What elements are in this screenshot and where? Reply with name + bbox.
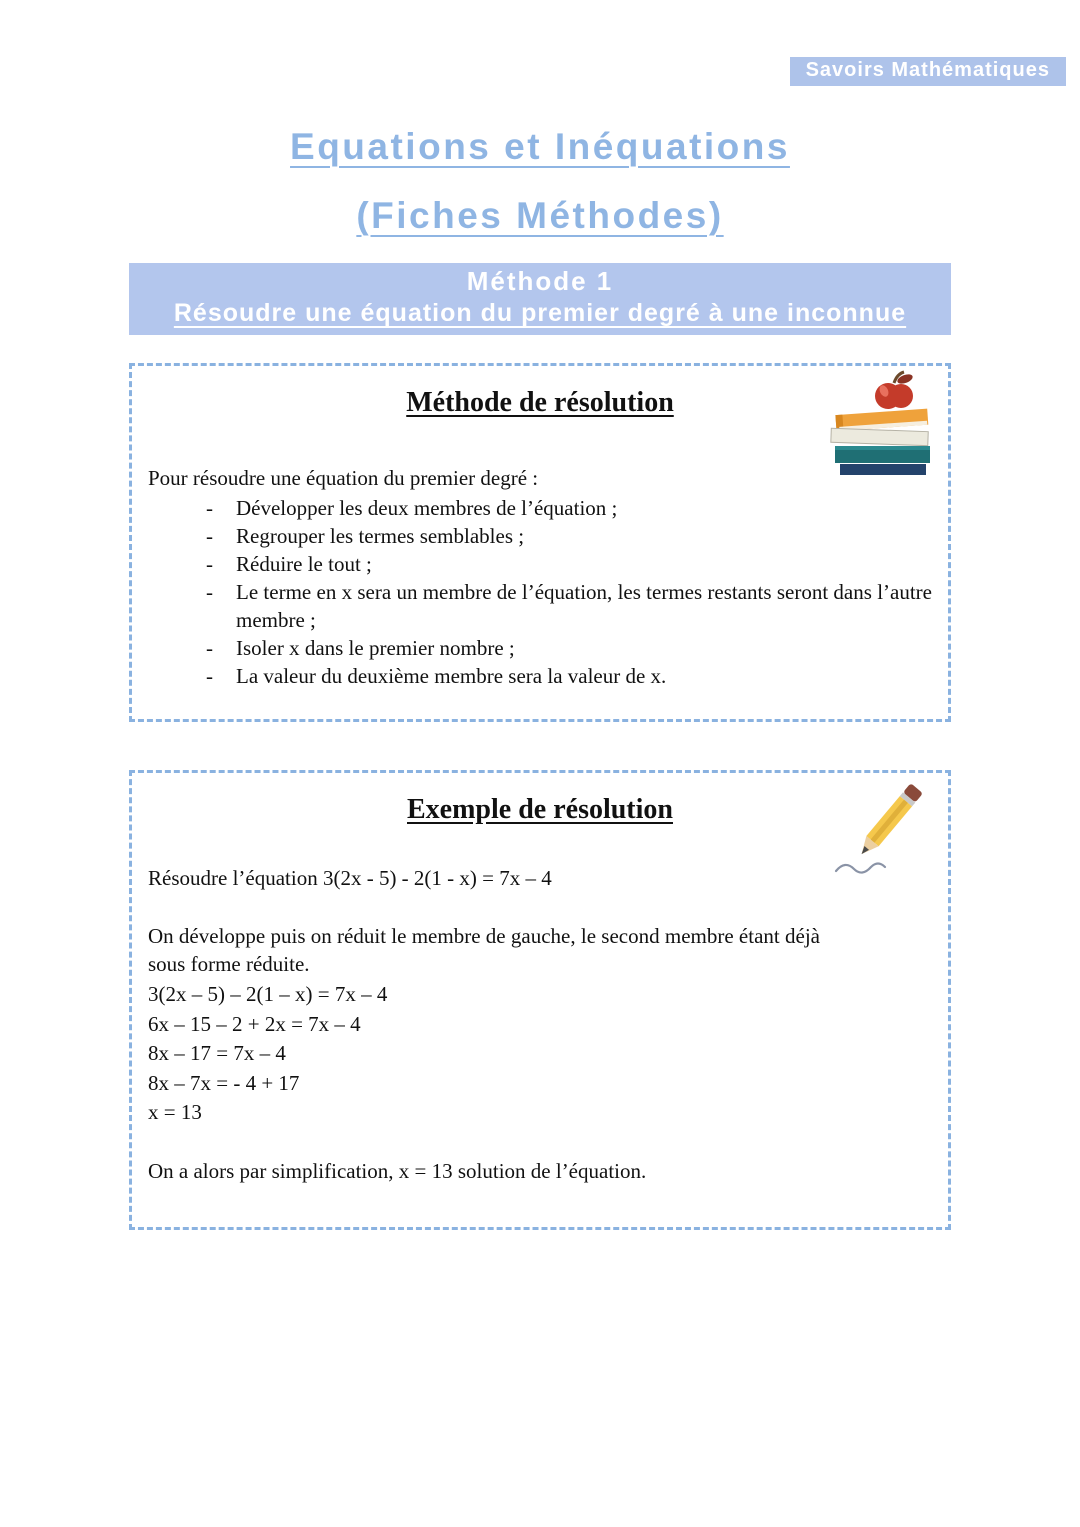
dash-marker: -: [206, 495, 213, 520]
dash-marker: -: [206, 523, 213, 548]
page-title-line2: (Fiches Méthodes): [356, 195, 724, 236]
method-intro: Pour résoudre une équation du premier degré :: [148, 465, 539, 490]
example-problem: Résoudre l’équation 3(2x - 5) - 2(1 - x) = 7x – 4: [148, 866, 552, 891]
page-title-line1: Equations et Inéquations: [290, 126, 790, 167]
method-list-item: [148, 634, 932, 662]
method-list-item-text: Isoler x dans le premier nombre ;: [236, 636, 515, 661]
method-list-item: [148, 550, 932, 578]
dash-marker: -: [206, 580, 213, 605]
method-list-item-text: Réduire le tout ;: [236, 551, 372, 576]
example-conclusion: On a alors par simplification, x = 13 solution de l’équation.: [148, 1159, 647, 1184]
method-list-item-text: Développer les deux membres de l’équation ;: [236, 495, 618, 520]
brand-badge: [790, 57, 1066, 86]
dash-marker: -: [206, 636, 213, 661]
example-steps: [148, 980, 932, 1127]
method-list-item: [148, 522, 932, 550]
dash-marker: -: [206, 664, 213, 689]
method-list-item: [148, 578, 932, 634]
example-step: x = 13: [148, 1099, 202, 1124]
method-list-item: [148, 494, 932, 522]
method-banner-title: Résoudre une équation du premier degré à une inconnue: [173, 299, 907, 327]
pencil-icon: [830, 777, 942, 885]
method-box: [129, 363, 951, 722]
example-box: [129, 770, 951, 1231]
dash-marker: -: [206, 551, 213, 576]
example-step: 8x – 7x = - 4 + 17: [148, 1070, 300, 1095]
example-box-title: Exemple de résolution: [407, 793, 673, 825]
example-step: 3(2x – 5) – 2(1 – x) = 7x – 4: [148, 982, 388, 1007]
method-list-item-text: Regrouper les termes semblables ;: [236, 523, 525, 548]
example-step: 6x – 15 – 2 + 2x = 7x – 4: [148, 1011, 361, 1036]
method-banner-number: Méthode 1: [466, 266, 614, 296]
method-box-title: Méthode de résolution: [406, 387, 674, 418]
method-list-item-text: Le terme en x sera un membre de l’équation, les termes restants seront dans l’autre membre ;: [236, 580, 932, 633]
method-banner: [129, 263, 951, 335]
method-list-item-text: La valeur du deuxième membre sera la valeur de x.: [236, 664, 667, 689]
brand-badge-label: Savoirs Mathématiques: [805, 59, 1050, 81]
example-step: 8x – 17 = 7x – 4: [148, 1041, 286, 1066]
method-list: [148, 494, 932, 691]
method-list-item: [148, 662, 932, 690]
books-apple-icon: [818, 370, 942, 484]
example-explanation: On développe puis on réduit le membre de gauche, le second membre étant déjà sous forme réduite.: [148, 924, 820, 977]
